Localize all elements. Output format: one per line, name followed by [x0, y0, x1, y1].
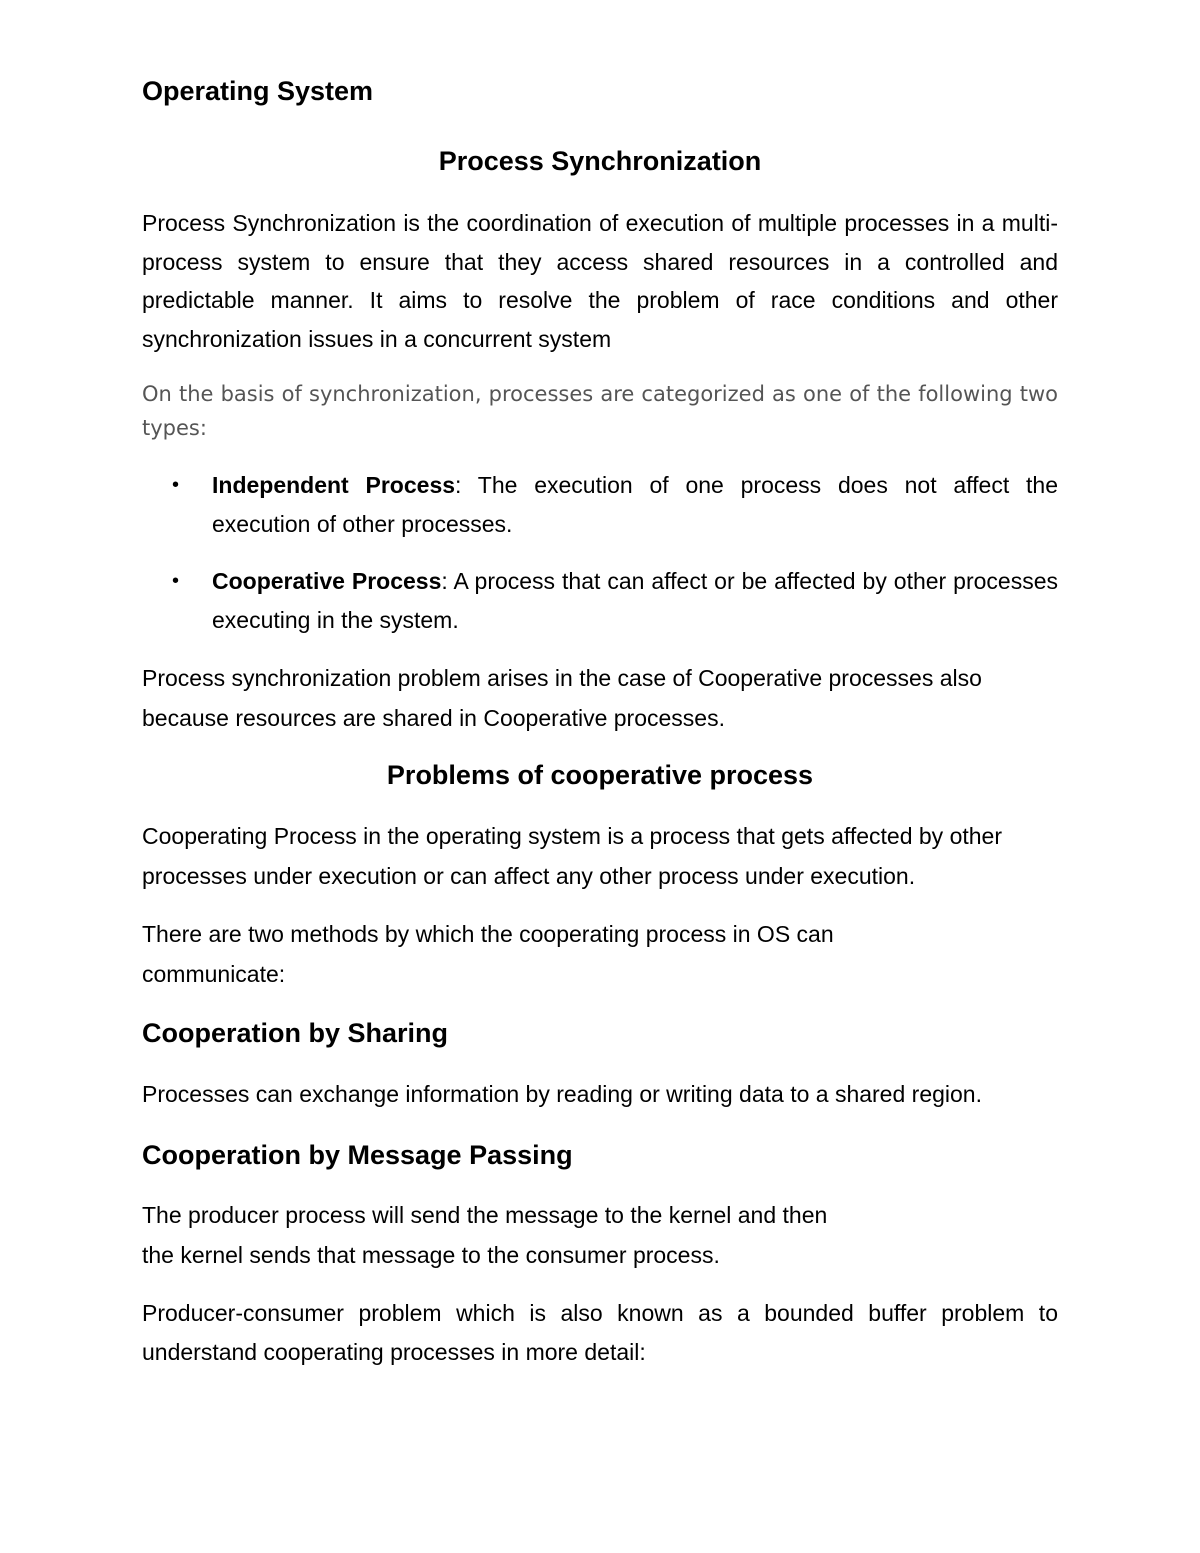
paragraph-sharing: Processes can exchange information by reading or writing data to a shared region. [142, 1081, 982, 1107]
paragraph-basis: On the basis of synchronization, processes are categorized as one of the following two types: [142, 382, 1058, 440]
section-heading-cooperation-by-sharing: Cooperation by Sharing [142, 1018, 449, 1048]
section-heading-problems-of-cooperative-process: Problems of cooperative process [386, 760, 814, 790]
paragraph-closing: Producer-consumer problem which is also known as a bounded buffer problem to understand cooperating processes in more detail: [142, 1300, 1058, 1365]
list-item-text [212, 562, 1058, 639]
paragraph-intro: Process Synchronization is the coordination of execution of multiple processes in a multi-process system to ensure that they access shared resources in a controlled and predictable manner. It aims to resolve the problem of race conditions and other synchronization issues in a concurrent system [142, 210, 1058, 352]
list-item-text [212, 466, 1058, 543]
paragraph-message-line-1: The producer process will send the message to the kernel and then [142, 1202, 828, 1228]
bullet-icon: • [172, 474, 180, 496]
list-item-description: : A process that can affect or be affected by other processes executing in the system. [212, 568, 1058, 633]
list-item-description: : The execution of one process does not affect the execution of other processes. [212, 472, 1058, 537]
section-heading-process-synchronization: Process Synchronization [438, 146, 762, 176]
list-item-term: Cooperative Process [212, 568, 442, 594]
paragraph-problem-note: Process synchronization problem arises in the case of Cooperative processes also because resources are shared in Cooperative processes. [142, 665, 982, 731]
list-item-term: Independent Process [212, 472, 456, 498]
bullet-icon: • [172, 570, 180, 592]
paragraph-message-line-2: the kernel sends that message to the consumer process. [142, 1242, 720, 1268]
document-title: Operating System [142, 76, 374, 106]
section-heading-cooperation-by-message-passing: Cooperation by Message Passing [142, 1140, 573, 1170]
paragraph-cooperating-process: Cooperating Process in the operating system is a process that gets affected by other processes under execution or can affect any other process under execution. [142, 823, 1002, 889]
paragraph-two-methods: There are two methods by which the cooperating process in OS can communicate: [142, 921, 834, 987]
